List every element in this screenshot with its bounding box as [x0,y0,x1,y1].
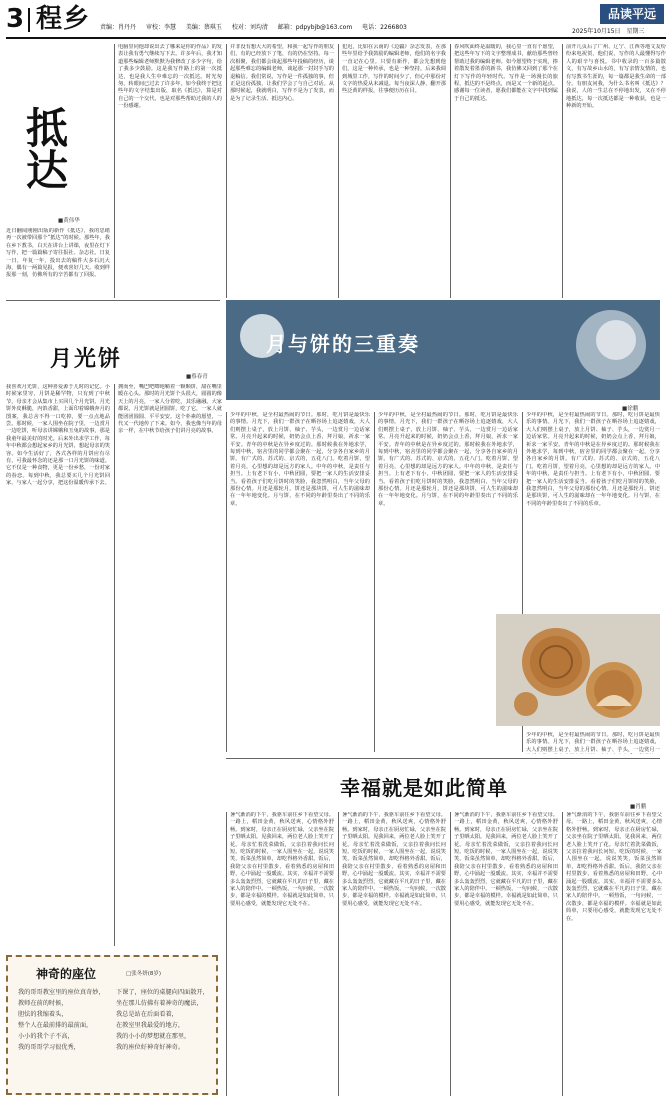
poem-line: 我总是站在后面看着， [116,1011,178,1018]
article-body-xingfu-col3: 暑气渐消的下午，我驱车前往乡下看望父母。一路上，稻田金黄，秋风送爽，心情格外舒畅。到家时，母亲正在厨房忙碌，父亲坐在院子里晒太阳。见我回来，两位老人脸上笑开了花。母亲忙着洗菜做饭，父亲拉着我问长问短。吃饭的时候，一家人围坐在一起，说说笑笑，饭菜虽然简单，却吃得格外香甜。饭后，我陪父亲在村里散步，看着熟悉的房屋和田野，心中涌起一股暖流。其实，幸福并不需要多么轰轰烈烈，它就藏在平凡的日子里，藏在家人的陪伴中。一顿热饭，一句问候，一次散步，都是幸福的模样。幸福就是如此简单，只要用心感受，就能发现它无处不在。 [454,812,558,907]
meta-reviewer: 审校：李慧 [145,24,176,31]
meta-email: 邮箱：pdpybjb@163.com [277,24,353,31]
column-rule [114,44,115,298]
article-body-xingfu-col4: 暑气渐消的下午，我驱车前往乡下看望父母。一路上，稻田金黄，秋风送爽，心情格外舒畅。到家时，母亲正在厨房忙碌，父亲坐在院子里晒太阳。见我回来，两位老人脸上笑开了花。母亲忙着洗菜做饭，父亲拉着我问长问短。吃饭的时候，一家人围坐在一起，说说笑笑，饭菜虽然简单，却吃得格外香甜。饭后，我陪父亲在村里散步，看着熟悉的房屋和田野，心中涌起一股暖流。其实，幸福并不需要多么轰轰烈烈，它就藏在平凡的日子里，藏在家人的陪伴中。一顿热饭，一句问候，一次散步，都是幸福的模样。幸福就是如此简单，只要用心感受，就能发现它无处不在。 [566,812,662,922]
mooncake-photo [496,614,660,726]
article-body-xingfu: 暑气渐消的下午，我驱车前往乡下看望父母。一路上，稻田金黄，秋风送爽，心情格外舒畅。到家时，母亲正在厨房忙碌，父亲坐在院子里晒太阳。见我回来，两位老人脸上笑开了花。母亲忙着洗菜做饭，父亲拉着我问长问短。吃饭的时候，一家人围坐在一起，说说笑笑，饭菜虽然简单，却吃得格外香甜。饭后，我陪父亲在村里散步，看着熟悉的房屋和田野，心中涌起一股暖流。其实，幸福并不需要多么轰轰烈烈，它就藏在平凡的日子里，藏在家人的陪伴中。一顿热饭，一句问候，一次散步，都是幸福的模样。幸福就是如此简单，只要用心感受，就能发现它无处不在。 [230,812,334,907]
poem-right-column [116,987,214,1053]
poem-line: 教师在前的时候， [18,1000,68,1007]
moon-icon [596,320,636,360]
section-divider [226,758,660,759]
column-rule [450,44,451,298]
section-divider [6,300,220,301]
column-rule [226,44,227,298]
poem-line: 在教室里我最爱的地方， [116,1022,185,1029]
article-body-xingfu-col2: 暑气渐消的下午，我驱车前往乡下看望父母。一路上，稻田金黄，秋风送爽，心情格外舒畅。到家时，母亲正在厨房忙碌，父亲坐在院子里晒太阳。见我回来，两位老人脸上笑开了花。母亲忙着洗菜做饭，父亲拉着我问长问短。吃饭的时候，一家人围坐在一起，说说笑笑，饭菜虽然简单，却吃得格外香甜。饭后，我陪父亲在村里散步，看着熟悉的房屋和田野，心中涌起一股暖流。其实，幸福并不需要多么轰轰烈烈，它就藏在平凡的日子里，藏在家人的陪伴中。一顿热饭，一句问候，一次散步，都是幸福的模样。幸福就是如此简单，只要用心感受，就能发现它无处不在。 [342,812,446,907]
poem-box [6,955,218,1095]
poem-line: 我的哥哥学习很优秀， [18,1044,80,1051]
article-byline-xingfu: ■肖鹏 [630,804,647,810]
article-byline-didi: ■黄伟华 [58,218,80,224]
article-body-sanchongzou-col4: 少年的中秋，是全村最热闹的节日。那时，吃月饼是最快乐的事情。月光下，我们一群孩子在晒谷场上追逐嬉戏，大人们则摆上桌子，放上月饼、柚子、芋头，一边赏月一 [526,732,660,753]
column-rule [338,812,339,1096]
header-divider [28,8,30,32]
article-byline-yueguangbing: ■蔡春青 [186,374,208,380]
section-title: 程乡 [36,4,91,34]
meta-phone: 电话：2266803 [362,24,407,31]
article-body-sanchongzou-col2: 少年的中秋，是全村最热闹的节日。那时，吃月饼是最快乐的事情。月光下，我们一群孩子在晒谷场上追逐嬉戏，大人们则摆上桌子，放上月饼、柚子、芋头，一边赏月一边话家常。月亮升起来的时候，奶奶会点上香，拜月娘，祈求一家平安。青年的中秋是在异乡度过的。那时候我在外地求学，每到中秋，宿舍里的同学都会聚在一起，分享各自家乡的月饼。有广式的、苏式的、京式的，五花八门。吃着月饼，望着月亮，心里想的却是远方的家人。中年的中秋，是责任与担当。上有老下有小，中秋团圆，要把一家人的生活安排妥当。看着孩子们吃月饼时的笑脸，我忽然明白，当年父母的那份心情。月还是那轮月，饼还是那块饼，可人生的滋味却在一年年地变化。月与饼，在不同的年龄里奏出了不同的乐章。 [378,412,518,507]
column-rule [562,44,563,298]
poem-line: 下课了，座位的桌腿向四面散开， [116,989,209,996]
poem-line: 我的小小的梦想就在那里， [116,1033,191,1040]
poem-byline: □张冬妍(8岁) [126,971,161,977]
article-body-yuebing-col2: 拥而至，嘴巴吧唧地嚼着一颗颗饼，甜在嘴里暖在心头。那时的月光饼个头很大，圆圆的像天上的月亮，一家人分着吃，其乐融融。大家都说，月光饼就是团圆饼，吃了它，一家人就能团团圆圆、平平安安。这个朴素的愿望，一代又一代地传了下来。如今，我也像当年的母亲一样，在中秋节给孩子们讲月亮的故事。 [118,384,222,435]
article-body-sanchongzou: 少年的中秋，是全村最热闹的节日。那时，吃月饼是最快乐的事情。月光下，我们一群孩子在晒谷场上追逐嬉戏，大人们则摆上桌子，放上月饼、柚子、芋头，一边赏月一边话家常。月亮升起来的时候，奶奶会点上香，拜月娘，祈求一家平安。青年的中秋是在异乡度过的。那时候我在外地求学，每到中秋，宿舍里的同学都会聚在一起，分享各自家乡的月饼。有广式的、苏式的、京式的，五花八门。吃着月饼，望着月亮，心里想的却是远方的家人。中年的中秋，是责任与担当。上有老下有小，中秋团圆，要把一家人的生活安排妥当。看着孩子们吃月饼时的笑脸，我忽然明白，当年父母的那份心情。月还是那轮月，饼还是那块饼，可人生的滋味却在一年年地变化。月与饼，在不同的年龄里奏出了不同的乐章。 [230,412,370,507]
feature-banner [226,300,660,400]
column-rule [114,384,115,946]
article-title-didi: 抵达 [20,106,69,190]
meta-editor: 责编：肖丹丹 [100,24,137,31]
meta-proofreader: 校对：刘均清 [231,24,268,31]
page-number: 3 [6,4,25,34]
article-body-col3: 并非没有想大大的希望，和我一起写作的朋友们，有的已经放下了笔，有的仍在坚持。每一次相聚，我们都会谈起那些年投稿的经历，谈起那些难忘的编辑老师，谈起那一封封手写的退稿信。我们常说，写作是一件孤独的事，但正是这份孤独，让我们学会了与自己对话。从那时候起，我就明白，写作不是为了发表，而是为了记录生活、抵达内心。 [230,44,334,102]
article-body-col2: 电脑里同他却说出去了哪来是你的作品》的发表让我有勇气继续写下去。许多年后，我才知道那些编辑老师默默为我修改了多少字句，给了我多少鼓励。这是我写作路上的第一次抵达，也是我人生中难忘的一次抵达。时光匆匆，转眼间已过去了许多年，如今我终于把这些年的文字结集出版，取名《抵达》，算是对自己的一个交代，也是对那些帮助过我的人的一份感谢。 [118,44,222,110]
article-byline-sanchongzou: ■徐鹏 [622,406,639,412]
mooncake-illustration [496,614,660,726]
column-rule [374,412,375,752]
issue-date: 2025年10月15日 星期三 [572,28,645,35]
brand-logo: 品读平远 [600,4,664,24]
article-body-col6: 前开几页后了广州、辽宁、江西等地文友纷纷来电祝贺，他们说，写作的人最懂得写作人的艰辛与喜悦。书中收录的一百多篇散文，有写故乡山水的，有写亲情友情的，也有写教书生涯的，每一篇都是我生命的一部分。有朋友问我，为什么书名叫《抵达》？我说，人的一生总在不停地出发，又在不停地抵达，每一次抵达都是一种收获，也是一种新的开始。 [566,44,666,110]
meta-designer: 美编：蔡琪玉 [185,24,222,31]
column-rule [562,812,563,1096]
poem-title: 神奇的座位 [36,967,97,981]
poem-left-column [18,987,112,1053]
poem-line: 胆怯的我缩着头， [18,1011,68,1018]
poem-line: 我的哥哥教室里的座位真奇妙， [18,989,105,996]
column-rule [226,412,227,752]
article-body-sanchongzou-col3: 少年的中秋，是全村最热闹的节日。那时，吃月饼是最快乐的事情。月光下，我们一群孩子在晒谷场上追逐嬉戏，大人们则摆上桌子，放上月饼、柚子、芋头，一边赏月一边话家常。月亮升起来的时候，奶奶会点上香，拜月娘，祈求一家平安。青年的中秋是在异乡度过的。那时候我在外地求学，每到中秋，宿舍里的同学都会聚在一起，分享各自家乡的月饼。有广式的、苏式的、京式的，五花八门。吃着月饼，望着月亮，心里想的却是远方的家人。中年的中秋，是责任与担当。上有老下有小，中秋团圆，要把一家人的生活安排妥当。看着孩子们吃月饼时的笑脸，我忽然明白，当年父母的那份心情。月还是那轮月，饼还是那块饼，可人生的滋味却在一年年地变化。月与饼，在不同的年龄里奏出了不同的乐章。 [526,412,660,507]
article-title-xingfu: 幸福就是如此简单 [340,776,508,800]
article-body-col5: 春风吹面终是温暖的，我心里一直有个愿望，把这些年写下的文字整理成书，献给那些曾经帮助过我的编辑老师。如今愿望终于实现，捧着散发着墨香的新书，我仿佛又回到了那个在灯下写作的年轻时代。写作是一场漫长的旅程，抵达的不是终点，而是又一个新的起点。感谢每一位读者，愿我们都能在文字中找到属于自己的抵达。 [454,44,558,102]
article-title-sanchongzou: 月与饼的三重奏 [266,332,420,356]
header-rule [6,37,666,39]
poem-line: 整个人在最前排的最前面， [18,1022,93,1029]
article-body-yueguangbing: 我喜欢月光饼，这种喜爱源于儿时的记忆。小时候家里穷，月饼是稀罕物，只有到了中秋节，母亲才会从集市上买回几个月光饼。月光饼外皮酥脆，内馅香甜，上面印着嫦娥奔月的图案，我总舍不得一口吃掉，要一点点地品尝。那时候，一家人围坐在院子里，一边赏月一边吃饼，听母亲讲嫦娥和玉兔的故事，那是我童年最美好的时光。后来外出求学工作，每年中秋都会想起家乡的月光饼，想起母亲的笑容。如今生活好了，各式各样的月饼应有尽有，可我最怀念的还是那一口月光饼的味道。它不仅是一种食物，更是一份乡愁，一份对家的眷恋。每到中秋，我总要买几个月光饼回家，与家人一起分享，把这份温暖传承下去。 [6,384,110,487]
article-title-yueguangbing: 月光饼 [50,346,123,372]
poem-line: 坐在那儿仿佛有着神奇的魔法， [116,1000,203,1007]
editorial-meta [100,22,415,31]
article-body-col4: 犯迟，比如在云南的《边疆》杂志发表，在那些年里给予我鼓励的编辑老师，他们的名字我一直记在心里。只要有新作，都会先想到他们，这是一种传承，也是一种坚持。后来我调到城里工作，写作的时间少了，但心中那份对文字的热爱从未减退。每当夜深人静，翻开那些泛黄的样报，往事便历历在目。 [342,44,446,95]
column-rule [450,812,451,1096]
page-header [0,0,672,40]
column-rule [226,812,227,1096]
poem-line: 我的座位好神奇好神奇。 [116,1044,185,1051]
poem-line: 小小的我个子不高， [18,1033,74,1040]
column-rule [338,44,339,298]
article-body-didi: 近日翻阅刚刚出版的新作《抵达》，我的思绪再一次被带回那个“抵达”的时候。那些年，我在乡下教书，白天在讲台上讲课，夜里在灯下写作，把一篇篇稿子寄往报社、杂志社。日复一日，年复一年，投出去的稿件大多石沉大海，偶有一两篇见报，便欢喜好几天。收到样报那一刻，仿佛所有的辛苦都有了回报。 [6,228,110,279]
